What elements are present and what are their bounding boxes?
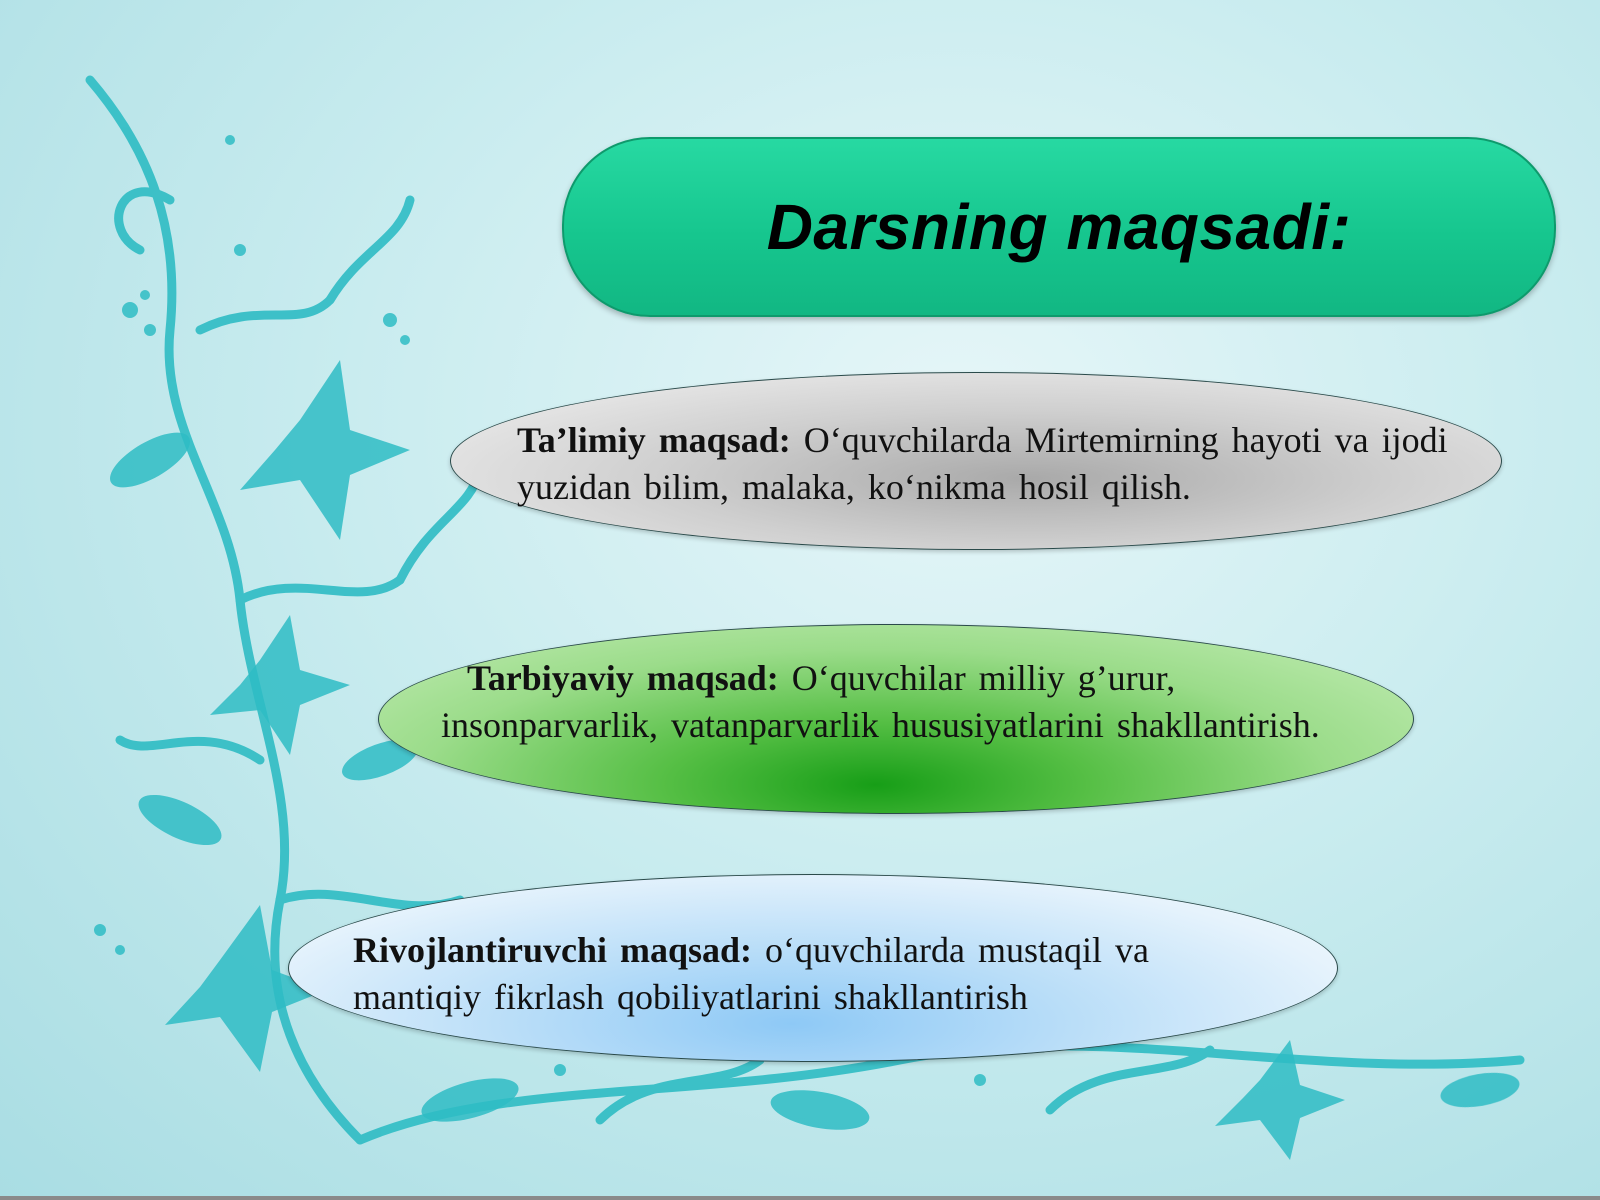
goal-educational-label: Ta’limiy maqsad: (517, 420, 791, 460)
bottom-border (0, 1196, 1600, 1200)
goal-developmental-text (353, 927, 1273, 1021)
goal-upbringing-label: Tarbiyaviy maqsad: (467, 658, 779, 698)
title-banner (562, 137, 1556, 317)
goal-educational-body: O‘quvchilarda Mirtemirning hayoti va ijodi yuzidan bilim, malaka, ko‘nikma hosil qilish. (517, 420, 1448, 507)
goal-developmental (288, 874, 1338, 1062)
goal-educational (450, 372, 1502, 550)
goal-developmental-body: o‘quvchilarda mustaqil va mantiqiy fikrlash qobiliyatlarini shakllantirish (353, 930, 1149, 1017)
slide-title: Darsning maqsadi: (766, 191, 1352, 263)
goal-upbringing-text (441, 655, 1321, 749)
goal-educational-text (517, 417, 1477, 511)
goal-developmental-label: Rivojlantiruvchi maqsad: (353, 930, 753, 970)
goal-upbringing-body: O‘quvchilar milliy g’urur, insonparvarlik, vatanparvarlik hususiyatlarini shakllantirish. (441, 658, 1320, 745)
goal-upbringing (378, 624, 1414, 814)
